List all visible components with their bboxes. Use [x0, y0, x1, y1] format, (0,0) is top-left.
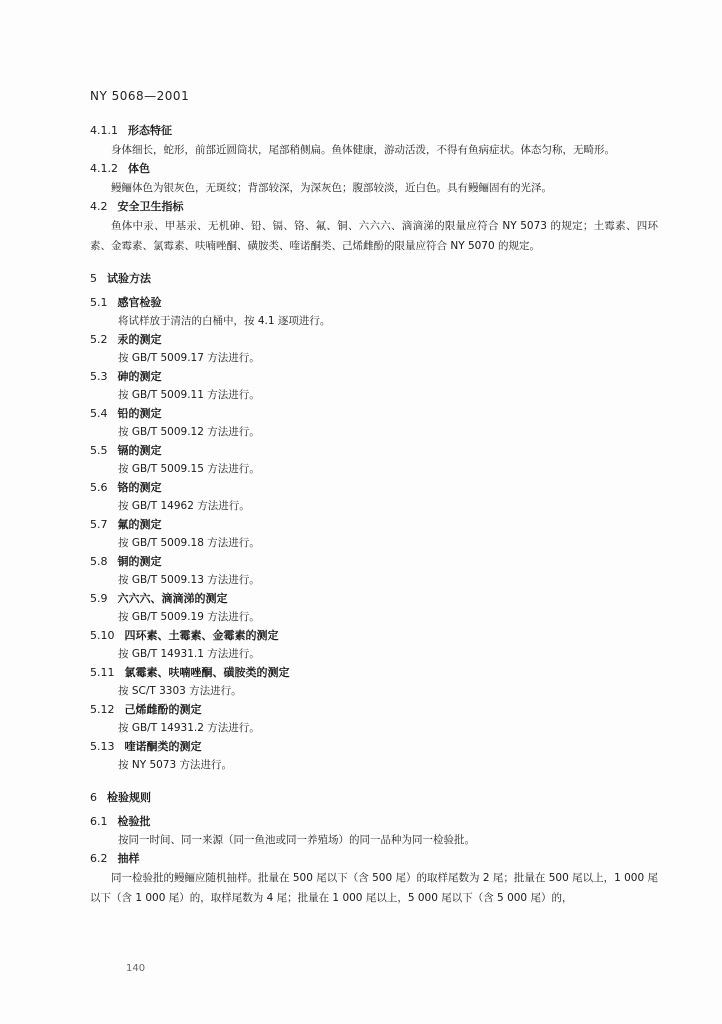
page-number: 140: [126, 963, 146, 974]
section-heading-5-11: [90, 664, 658, 682]
section-text-5-7: 按 GB/T 5009.18 方法进行。: [118, 537, 260, 549]
section-title: 四环素、土霉素、金霉素的测定: [124, 629, 279, 642]
section-heading-5-7: [90, 516, 658, 534]
document-body: [90, 122, 658, 908]
chapter-heading-5: [90, 270, 658, 288]
section-heading-5-13: [90, 738, 658, 756]
section-heading-6-2: [90, 850, 658, 868]
section-title: 体色: [128, 162, 150, 175]
section-title: 砷的测定: [117, 370, 162, 383]
section-title: 抽样: [117, 852, 140, 865]
section-text-4-2: 鱼体中汞、甲基汞、无机砷、铅、镉、铬、氟、铜、六六六、滴滴涕的限量应符合 NY 5073 的规定；土霉素、四环素、金霉素、氯霉素、呋喃唑酮、磺胺类、喹诺酮类、己烯雌酚的限量应符合 NY 5070 的规定。: [90, 220, 658, 252]
chapter-number: 6: [90, 791, 97, 804]
section-number: 4.2: [90, 200, 108, 213]
section-number: 6.1: [90, 815, 108, 828]
section-title: 氟的测定: [117, 518, 162, 531]
section-title: 六六六、滴滴涕的测定: [117, 592, 228, 605]
section-number: 5.4: [90, 407, 108, 420]
section-title: 感官检验: [117, 296, 162, 309]
section-text-5-5: 按 GB/T 5009.15 方法进行。: [118, 463, 260, 475]
section-number: 5.2: [90, 333, 108, 346]
section-number: 5.11: [90, 666, 115, 679]
section-text-5-1: 将试样放于清洁的白桶中，按 4.1 逐项进行。: [118, 315, 331, 327]
section-number: 6.2: [90, 852, 108, 865]
section-title: 铜的测定: [117, 555, 162, 568]
section-text-5-10: 按 GB/T 14931.1 方法进行。: [118, 648, 260, 660]
section-title: 己烯雌酚的测定: [124, 703, 202, 716]
section-number: 5.6: [90, 481, 108, 494]
section-number: 5.3: [90, 370, 108, 383]
section-heading-5-8: [90, 553, 658, 571]
section-heading-5-6: [90, 479, 658, 497]
section-heading-4-1-1: [90, 122, 658, 140]
section-text-5-11: 按 SC/T 3303 方法进行。: [118, 685, 242, 697]
section-number: 4.1.1: [90, 124, 118, 137]
section-heading-5-2: [90, 331, 658, 349]
section-title: 安全卫生指标: [117, 200, 184, 213]
section-text-5-3: 按 GB/T 5009.11 方法进行。: [118, 389, 260, 401]
section-heading-5-5: [90, 442, 658, 460]
section-heading-5-12: [90, 701, 658, 719]
chapter-number: 5: [90, 272, 97, 285]
section-heading-5-10: [90, 627, 658, 645]
chapter-heading-6: [90, 789, 658, 807]
section-text-5-8: 按 GB/T 5009.13 方法进行。: [118, 574, 260, 586]
section-title: 汞的测定: [117, 333, 162, 346]
section-number: 5.13: [90, 740, 115, 753]
section-number: 5.7: [90, 518, 108, 531]
section-text-5-2: 按 GB/T 5009.17 方法进行。: [118, 352, 260, 364]
section-number: 5.1: [90, 296, 108, 309]
standard-code: NY 5068—2001: [90, 89, 190, 103]
section-text-4-1-1: 身体细长，蛇形，前部近圆筒状，尾部稍侧扁。鱼体健康，游动活泼，不得有鱼病症状。体态匀称，无畸形。: [111, 144, 615, 156]
section-number: 5.9: [90, 592, 108, 605]
section-text-6-1: 按同一时间、同一来源（同一鱼池或同一养殖场）的同一品种为同一检验批。: [118, 834, 475, 846]
section-number: 5.12: [90, 703, 115, 716]
section-heading-4-1-2: [90, 160, 658, 178]
section-title: 铅的测定: [117, 407, 162, 420]
section-heading-5-4: [90, 405, 658, 423]
section-text-5-13: 按 NY 5073 方法进行。: [118, 759, 233, 771]
section-title: 镉的测定: [117, 444, 162, 457]
section-text-5-12: 按 GB/T 14931.2 方法进行。: [118, 722, 260, 734]
section-text-5-9: 按 GB/T 5009.19 方法进行。: [118, 611, 260, 623]
section-number: 5.8: [90, 555, 108, 568]
section-text-4-1-2: 鳗鲡体色为银灰色，无斑纹；背部较深，为深灰色；腹部较淡，近白色。具有鳗鲡固有的光泽。: [111, 182, 552, 194]
section-heading-5-9: [90, 590, 658, 608]
section-text-5-6: 按 GB/T 14962 方法进行。: [118, 500, 250, 512]
section-heading-4-2: [90, 198, 658, 216]
section-title: 铬的测定: [117, 481, 162, 494]
section-heading-5-3: [90, 368, 658, 386]
section-number: 5.10: [90, 629, 115, 642]
section-number: 4.1.2: [90, 162, 118, 175]
section-text-6-2: 同一检验批的鳗鲡应随机抽样。批量在 500 尾以下（含 500 尾）的取样尾数为 2 尾；批量在 500 尾以上，1 000 尾以下（含 1 000 尾）的，取样尾数为 4 尾；批量在 1 000 尾以上，5 000 尾以下（含 5 000 尾）的，: [90, 872, 658, 904]
section-title: 检验批: [117, 815, 151, 828]
section-title: 喹诺酮类的测定: [124, 740, 202, 753]
section-number: 5.5: [90, 444, 108, 457]
section-title: 氯霉素、呋喃唑酮、磺胺类的测定: [124, 666, 290, 679]
chapter-title: 检验规则: [107, 791, 151, 804]
section-text-5-4: 按 GB/T 5009.12 方法进行。: [118, 426, 260, 438]
section-title: 形态特征: [128, 124, 172, 137]
section-heading-6-1: [90, 813, 658, 831]
chapter-title: 试验方法: [107, 272, 151, 285]
section-heading-5-1: [90, 294, 658, 312]
